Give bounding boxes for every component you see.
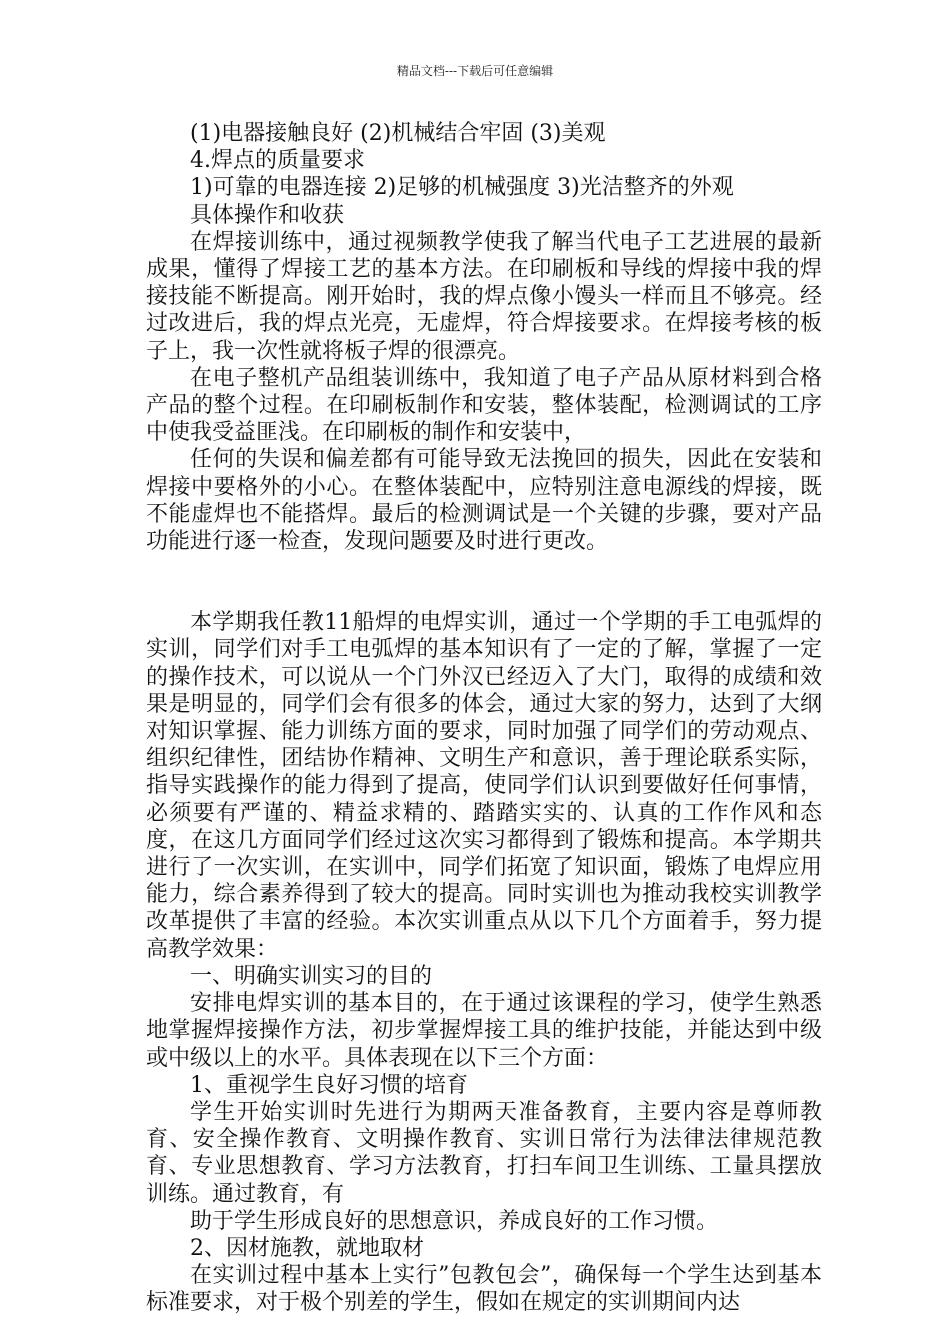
paragraph: (1)电器接触良好 (2)机械结合牢固 (3)美观 <box>190 121 606 146</box>
paragraph: 在焊接训练中，通过视频教学使我了解当代电子工艺进展的最新成果，懂得了焊接工艺的基本方法。在印刷板和导线的焊接中我的焊接技能不断提高。刚开始时，我的焊点像小馒头一样而且不够亮。经过改进后，我的焊点光亮，无虚焊，符合焊接要求。在焊接考核的板子上，我一次性就将板子焊的很漂亮。 <box>146 229 822 364</box>
paragraph: 在实训过程中基本上实行”包教包会”，确保每一个学生达到基本标准要求，对于极个别差的学生，假如在规定的实训期间内达 <box>146 1263 822 1316</box>
paragraph: 学生开始实训时先进行为期两天准备教育，主要内容是尊师教育、安全操作教育、文明操作教育、实训日常行为法律法律规范教育、专业思想教育、学习方法教育，打扫车间卫生训练、工量具摆放训练。通过教育，有 <box>146 1099 822 1207</box>
subsection-heading: 2、因材施教，就地取材 <box>190 1235 424 1261</box>
paragraph: 安排电焊实训的基本目的，在于通过该课程的学习，使学生熟悉地掌握焊接操作方法，初步掌握焊接工具的维护技能，并能达到中级或中级以上的水平。具体表现在以下三个方面： <box>146 991 822 1071</box>
section-heading: 一、明确实训实习的目的 <box>190 963 433 989</box>
page-header: 精品文档---下载后可任意编辑 <box>396 64 554 78</box>
paragraph: 任何的失误和偏差都有可能导致无法挽回的损失，因此在安装和焊接中要格外的小心。在整体装配中，应特别注意电源线的焊接，既不能虚焊也不能搭焊。最后的检测调试是一个关键的步骤，要对产品功能进行逐一检查，发现问题要及时进行更改。 <box>146 447 822 555</box>
paragraph: 本学期我任教11船焊的电焊实训，通过一个学期的手工电弧焊的实训，同学们对手工电弧焊的基本知识有了一定的了解，掌握了一定的操作技术，可以说从一个门外汉已经迈入了大门，取得的成绩和效果是明显的，同学们会有很多的体会，通过大家的努力，达到了大纲对知识掌握、能力训练方面的要求，同时加强了同学们的劳动观点、组织纪律性，团结协作精神、文明生产和意识，善于理论联系实际，指导实践操作的能力得到了提高，使同学们认识到要做好任何事情，必须要有严谨的、精益求精的、踏踏实实的、认真的工作作风和态度，在这几方面同学们经过这次实习都得到了锻炼和提高。本学期共进行了一次实训，在实训中，同学们拓宽了知识面，锻炼了电焊应用能力，综合素养得到了较大的提高。同时实训也为推动我校实训教学改革提供了丰富的经验。本次实训重点从以下几个方面着手，努力提高教学效果： <box>146 610 822 962</box>
document-body <box>146 120 822 1317</box>
paragraph: 助于学生形成良好的思想意识，养成良好的工作习惯。 <box>190 1208 719 1234</box>
section-gap <box>146 555 822 609</box>
paragraph: 4.焊点的质量要求 <box>190 148 365 174</box>
paragraph: 在电子整机产品组装训练中，我知道了电子产品从原材料到合格产品的整个过程。在印刷板制作和安装，整体装配，检测调试的工序中使我受益匪浅。在印刷板的制作和安装中， <box>146 365 822 446</box>
paragraph: 1)可靠的电器连接 2)足够的机械强度 3)光洁整齐的外观 <box>190 175 734 201</box>
subsection-heading: 1、重视学生良好习惯的培育 <box>190 1072 468 1098</box>
section-heading: 具体操作和收获 <box>190 202 345 228</box>
